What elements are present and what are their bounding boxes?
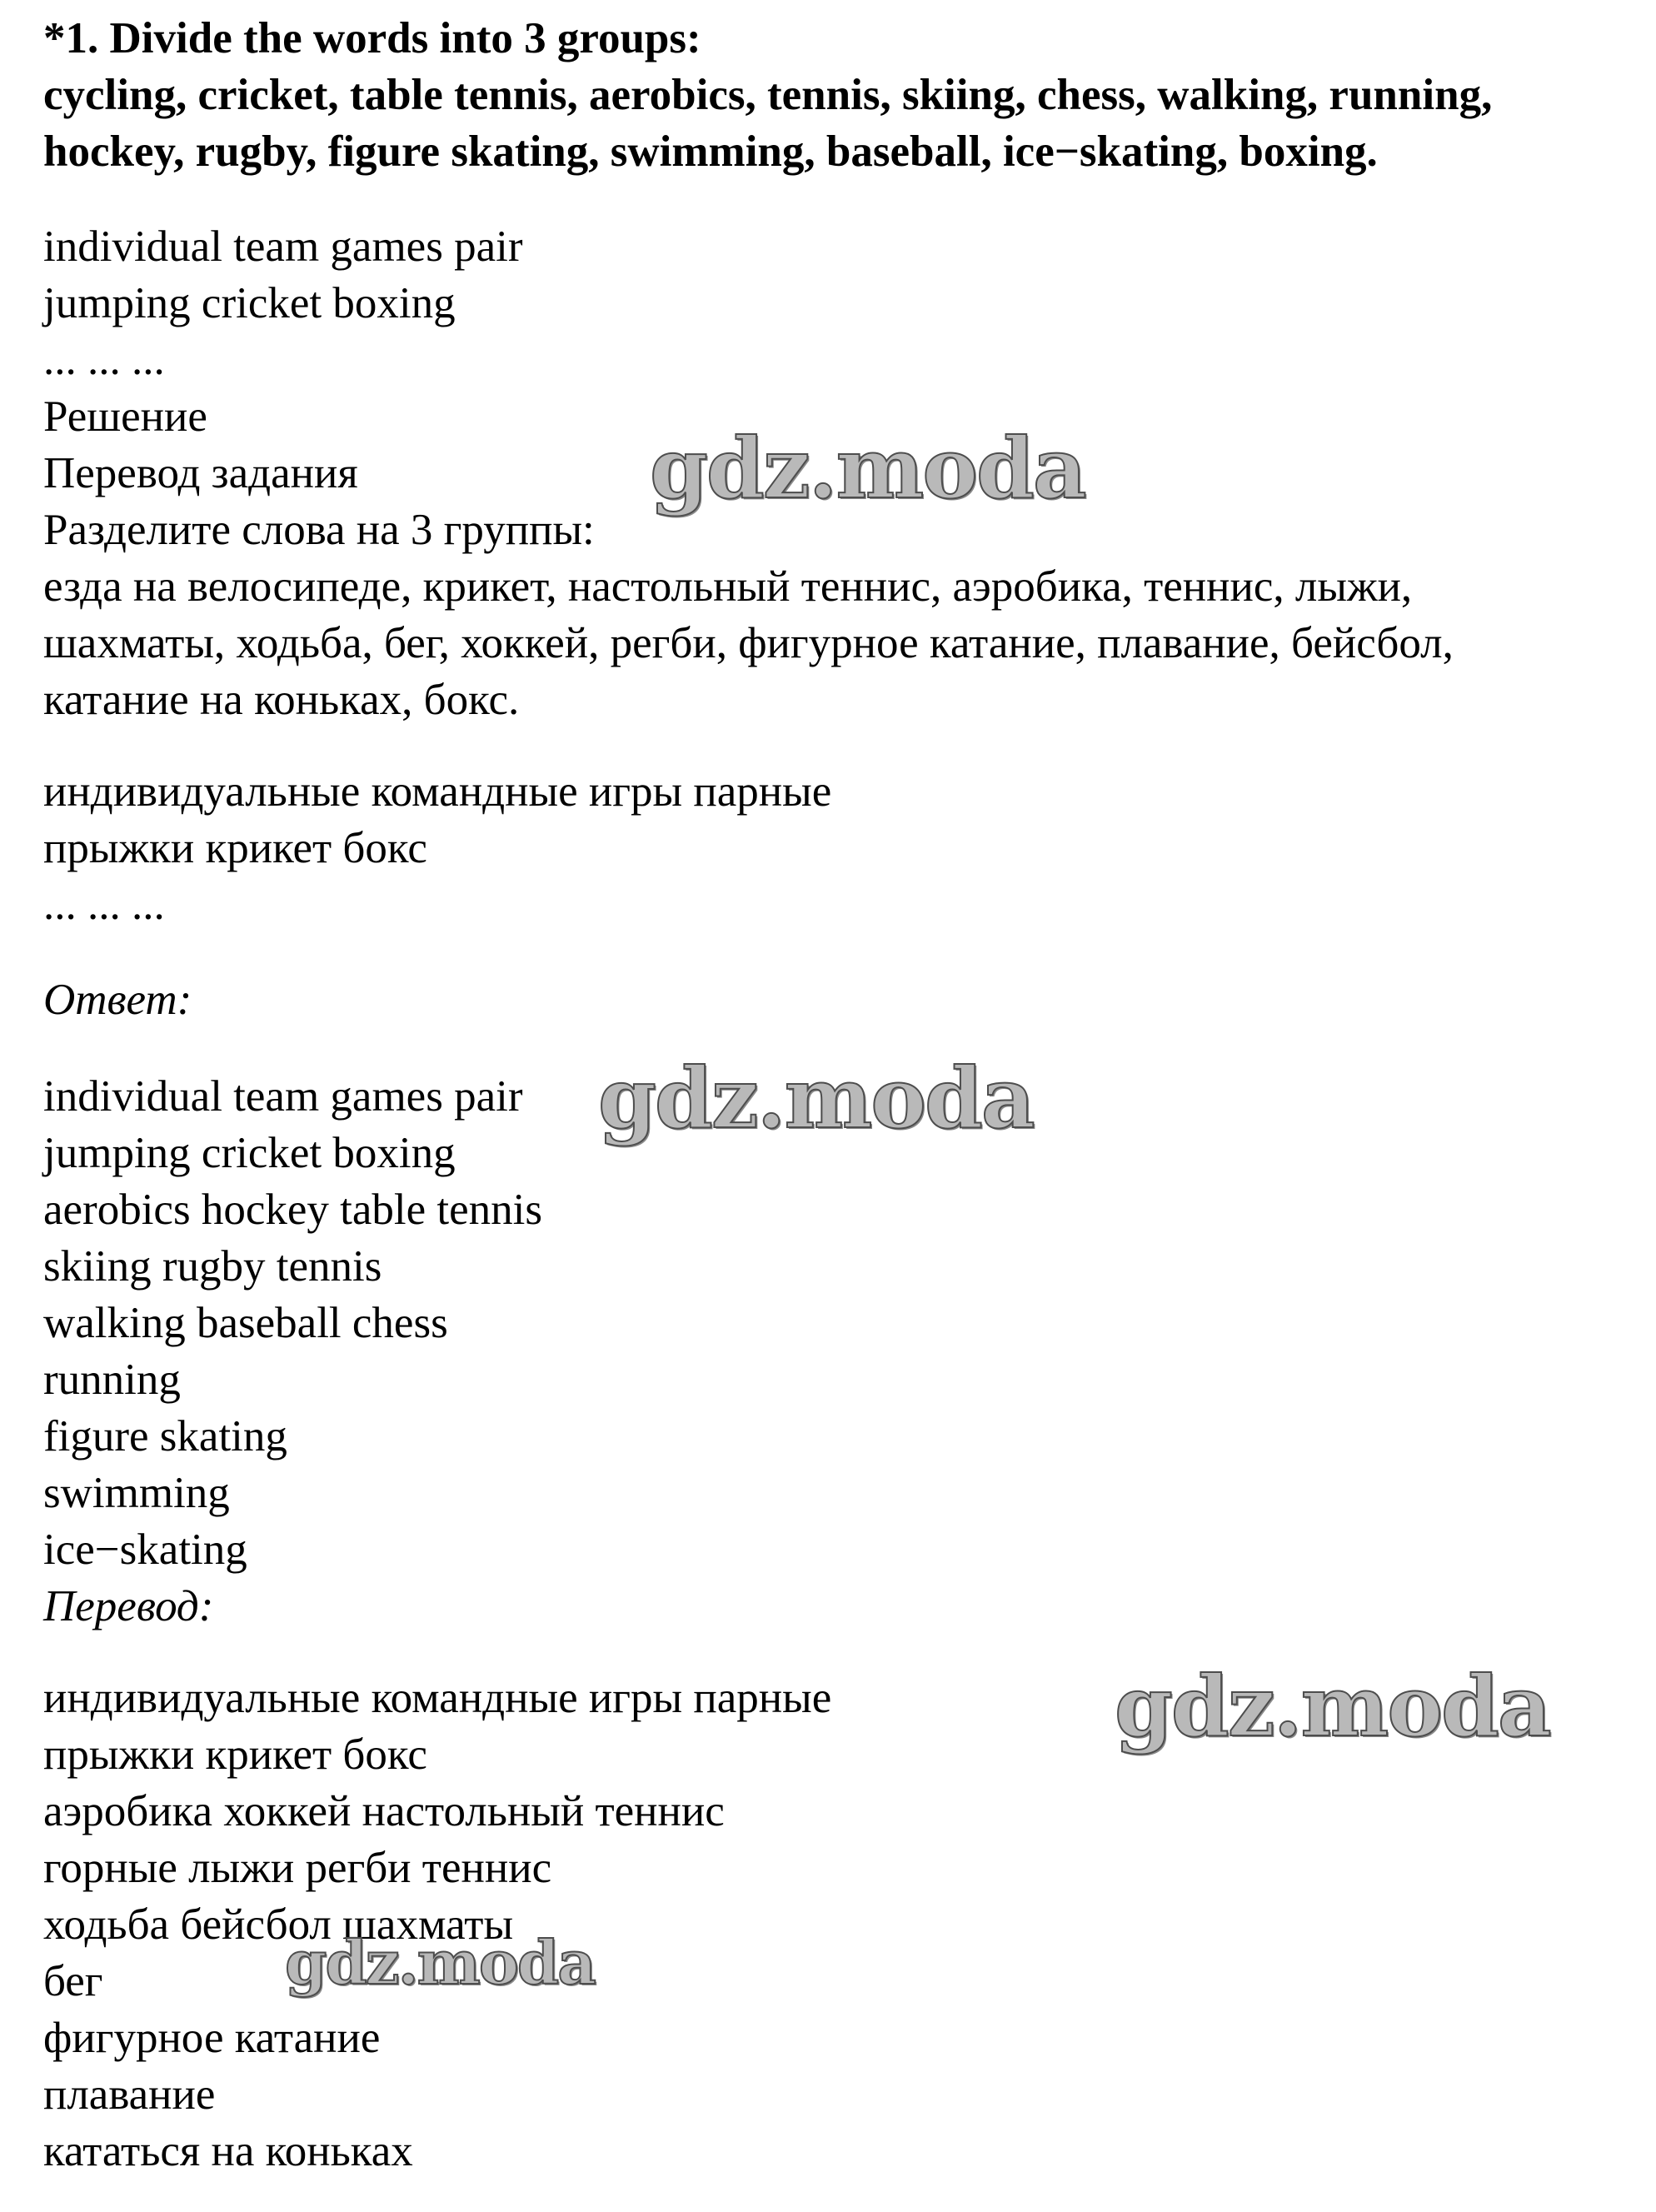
text-line: individual team games pair xyxy=(43,222,523,271)
text-line: ... ... ... xyxy=(43,336,165,384)
answer-line: aerobics hockey table tennis xyxy=(43,1186,542,1234)
translation-line: фигурное катание xyxy=(43,2014,381,2062)
translation-line: горные лыжи регби теннис xyxy=(43,1844,552,1892)
task-word-list-line-2: hockey, rugby, figure skating, swimming, baseball, ice−skating, boxing. xyxy=(43,127,1378,176)
text-line: индивидуальные командные игры парные xyxy=(43,767,832,816)
text-line: катание на коньках, бокс. xyxy=(43,676,520,724)
text-line: прыжки крикет бокс xyxy=(43,824,427,872)
answer-line: swimming xyxy=(43,1469,230,1517)
answer-line: figure skating xyxy=(43,1412,287,1461)
answer-list xyxy=(43,1068,542,1578)
text-line: jumping cricket boxing xyxy=(43,279,456,327)
translation-line: прыжки крикет бокс xyxy=(43,1730,427,1779)
translation-line: плавание xyxy=(43,2070,216,2119)
answer-line: walking baseball chess xyxy=(43,1299,448,1347)
text-line: ... ... ... xyxy=(43,881,165,929)
task-heading xyxy=(43,10,1651,180)
translation-line: кататься на коньках xyxy=(43,2127,413,2175)
translation-line: индивидуальные командные игры парные xyxy=(43,1674,832,1722)
text-line: шахматы, ходьба, бег, хоккей, регби, фигурное катание, плавание, бейсбол, xyxy=(43,619,1454,667)
answer-line: jumping cricket boxing xyxy=(43,1129,456,1177)
translation-label: Перевод: xyxy=(43,1582,214,1630)
answer-line: skiing rugby tennis xyxy=(43,1242,382,1291)
watermark: gdz.moda xyxy=(598,1049,1034,1147)
watermark: gdz.moda xyxy=(285,1927,595,1998)
translation-list xyxy=(43,1670,831,2180)
watermark: gdz.moda xyxy=(1115,1657,1550,1755)
translation-line: ходьба бейсбол шахматы xyxy=(43,1900,514,1949)
answer-line: running xyxy=(43,1356,181,1404)
text-line: Разделите слова на 3 группы: xyxy=(43,506,595,554)
translation-heading: Перевод задания xyxy=(43,449,358,497)
answer-line: individual team games pair xyxy=(43,1072,523,1121)
task-word-list-line-1: cycling, cricket, table tennis, aerobics, tennis, skiing, chess, walking, running, xyxy=(43,71,1493,119)
english-groups-template xyxy=(43,218,522,388)
answer-label: Ответ: xyxy=(43,976,192,1024)
text-line: езда на велосипеде, крикет, настольный теннис, аэробика, теннис, лыжи, xyxy=(43,562,1413,611)
solution-heading: Решение xyxy=(43,392,207,441)
russian-groups-template xyxy=(43,763,831,933)
task-title: *1. Divide the words into 3 groups: xyxy=(43,14,701,62)
watermark: gdz.moda xyxy=(650,419,1085,517)
translation-line: аэробика хоккей настольный теннис xyxy=(43,1787,725,1835)
translation-line: бег xyxy=(43,1957,103,2005)
answer-line: ice−skating xyxy=(43,1525,247,1574)
